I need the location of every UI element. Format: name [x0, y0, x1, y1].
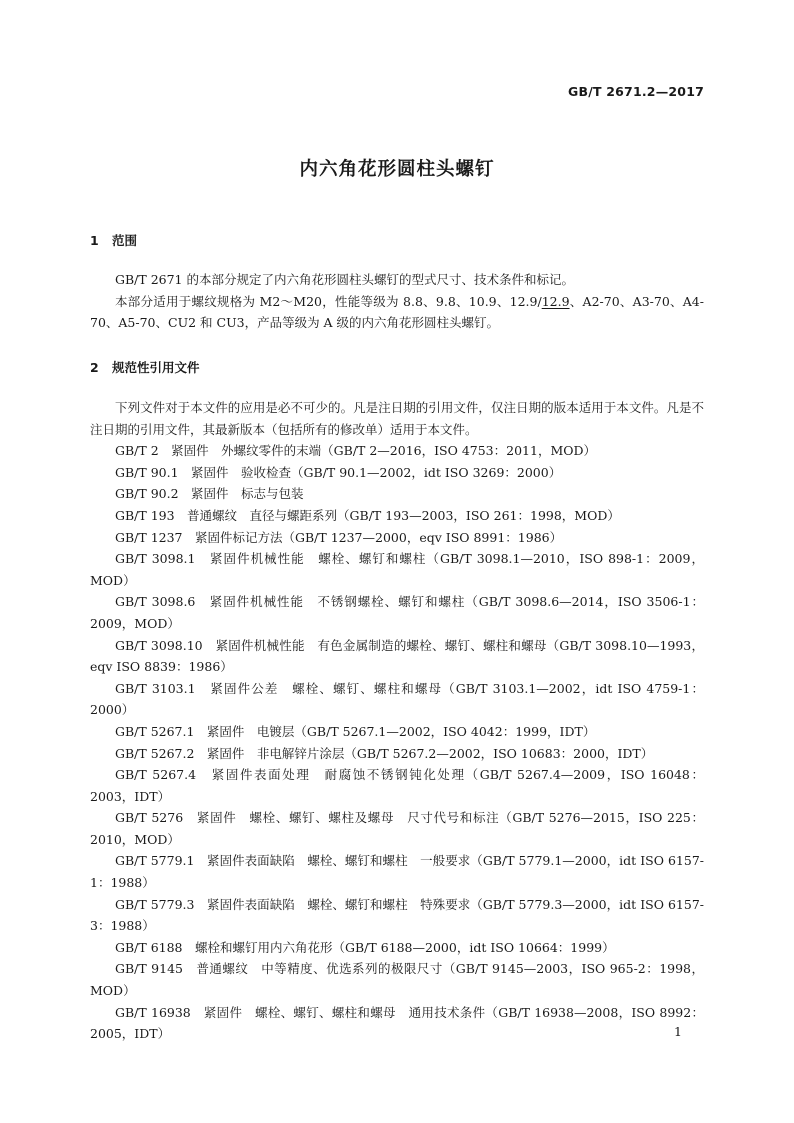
scope-text-start: 本部分适用于螺纹规格为 M2～M20，性能等级为 8.8、9.8、10.9、12.9/ [115, 293, 542, 309]
reference-item: GB/T 5267.2 紧固件 非电解锌片涂层（GB/T 5267.2—2002，ISO 10683：2000，IDT） [115, 745, 654, 761]
standard-code: GB/T 2671.2—2017 [568, 84, 704, 99]
reference-item: GB/T 5276 紧固件 螺栓、螺钉、螺柱及螺母 尺寸代号和标注（GB/T 5276—2015，ISO 225：2010，MOD） [90, 810, 704, 847]
reference-item: GB/T 5779.3 紧固件表面缺陷 螺栓、螺钉和螺柱 特殊要求（GB/T 5779.3—2000，idt ISO 6157-3：1988） [90, 896, 704, 934]
reference-item: GB/T 3098.10 紧固件机械性能 有色金属制造的螺栓、螺钉、螺柱和螺母（GB/T 3098.10—1993，eqv ISO 8839：1986） [90, 637, 704, 675]
reference-item: GB/T 3098.6 紧固件机械性能 不锈钢螺栓、螺钉和螺柱（GB/T 3098.6—2014，ISO 3506-1：2009，MOD） [90, 594, 704, 631]
reference-item: GB/T 5779.1 紧固件表面缺陷 螺栓、螺钉和螺柱 一般要求（GB/T 5779.1—2000，idt ISO 6157-1：1988） [90, 853, 704, 891]
scope-paragraph-1: GB/T 2671 的本部分规定了内六角花形圆柱头螺钉的型式尺寸、技术条件和标记。 [115, 272, 574, 287]
reference-item: GB/T 6188 螺栓和螺钉用内六角花形（GB/T 6188—2000，idt ISO 10664：1999） [115, 939, 615, 955]
page-number: 1 [674, 1024, 682, 1039]
reference-item: GB/T 90.2 紧固件 标志与包装 [115, 486, 304, 502]
section-title: 范围 [112, 233, 138, 248]
underlined-grade: 12.9 [541, 293, 570, 309]
section-number: 1 [90, 233, 99, 248]
section-title: 规范性引用文件 [112, 360, 200, 375]
reference-item: GB/T 5267.4 紧固件表面处理 耐腐蚀不锈钢钝化处理（GB/T 5267.4—2009，ISO 16048：2003，IDT） [90, 767, 704, 804]
reference-item: GB/T 16938 紧固件 螺栓、螺钉、螺柱和螺母 通用技术条件（GB/T 16938—2008，ISO 8992：2005，IDT） [90, 1004, 704, 1042]
reference-item: GB/T 2 紧固件 外螺纹零件的末端（GB/T 2—2016，ISO 4753：2011，MOD） [115, 443, 597, 459]
reference-item: GB/T 1237 紧固件标记方法（GB/T 1237—2000，eqv ISO 8991：1986） [115, 529, 563, 545]
document-title: 内六角花形圆柱头螺钉 [299, 159, 495, 180]
section-number: 2 [90, 360, 99, 375]
reference-item: GB/T 3103.1 紧固件公差 螺栓、螺钉、螺柱和螺母（GB/T 3103.1—2002，idt ISO 4759-1：2000） [90, 680, 704, 718]
reference-item: GB/T 3098.1 紧固件机械性能 螺栓、螺钉和螺柱（GB/T 3098.1—2010，ISO 898-1：2009，MOD） [90, 551, 704, 588]
section-heading-scope [90, 231, 137, 249]
scope-text-end: 、A2-70、A3-70、A4-70、A5-70、CU2 和 CU3，产品等级为 A 级的内六角花形圆柱头螺钉。 [90, 293, 704, 331]
reference-item: GB/T 5267.1 紧固件 电镀层（GB/T 5267.1—2002，ISO 4042：1999，IDT） [115, 723, 596, 739]
scope-body [90, 269, 704, 334]
references-body [90, 397, 704, 1045]
scope-paragraph-2 [90, 291, 704, 334]
reference-item: GB/T 9145 普通螺纹 中等精度、优选系列的极限尺寸（GB/T 9145—2003，ISO 965-2：1998，MOD） [90, 961, 704, 999]
reference-item: GB/T 90.1 紧固件 验收检查（GB/T 90.1—2002，idt ISO 3269：2000） [115, 464, 562, 480]
section-heading-normative-references [90, 358, 200, 376]
reference-item: GB/T 193 普通螺纹 直径与螺距系列（GB/T 193—2003，ISO 261：1998，MOD） [115, 507, 620, 523]
references-intro: 下列文件对于本文件的应用是必不可少的。凡是注日期的引用文件，仅注日期的版本适用于本文件。凡是不注日期的引用文件，其最新版本（包括所有的修改单）适用于本文件。 [90, 400, 704, 437]
